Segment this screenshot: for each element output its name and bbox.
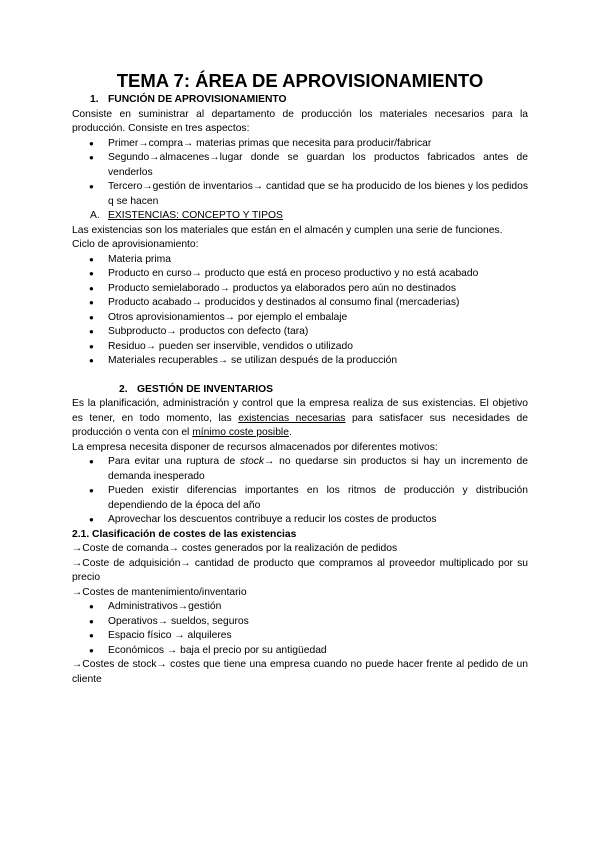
list-item: ● Residuo→ pueden ser inservible, vendidos o utilizado [72, 340, 528, 355]
list-item: ● Materiales recuperables→ se utilizan después de la producción [72, 354, 528, 369]
ciclo-label: Ciclo de aprovisionamiento: [72, 239, 199, 250]
list-item-text: Para evitar una ruptura de [108, 456, 241, 467]
paragraph-text: . [288, 427, 292, 438]
subsection-2-1-number: 2.1 [72, 528, 87, 540]
section-1-heading [90, 93, 528, 108]
motivos-list [72, 455, 528, 528]
cost-line: →Coste de comanda→ costes generados por la realización de pedidos [72, 543, 398, 554]
motivos-intro: La empresa necesita disponer de recursos almacenados por diferentes motivos: [72, 441, 438, 453]
cost-line: →Costes de mantenimiento/inventario [72, 586, 247, 598]
section-1-bullets [72, 137, 528, 210]
section-1-intro: Consiste en suministrar al departamento de producción los materiales necesarios para la producción. Consiste en tres aspectos: [72, 108, 528, 134]
list-item: ● Producto en curso→ producto que está en proceso productivo y no está acabado [72, 267, 528, 282]
list-item: ● Aprovechar los descuentos contribuye a reducir los costes de productos [72, 513, 528, 528]
list-item: ● Económicos → baja el precio por su antigüedad [72, 644, 528, 659]
underlined-text: mínimo coste posible [192, 427, 289, 438]
section-1-title: FUNCIÓN DE APROVISIONAMIENTO [108, 94, 287, 105]
subsection-2-1-title: . Clasificación de costes de las existencias [86, 528, 297, 540]
list-item: ● Subproducto→ productos con defecto (tara) [72, 325, 528, 340]
cost-line: →Coste de adquisición→ cantidad de producto que compramos al proveedor multiplicado por su precio [72, 557, 528, 583]
section-2-paragraph [72, 397, 528, 441]
cost-line: →Costes de stock→ costes que tiene una empresa cuando no puede hacer frente al pedido de un cliente [72, 659, 528, 685]
page-title: TEMA 7: ÁREA DE APROVISIONAMIENTO [116, 70, 484, 91]
paragraph-text: para satisfacer sus necesidades de producción o venta con el [72, 412, 528, 438]
list-item: ● Tercero→gestión de inventarios→ cantidad que se ha producido de los bienes y los pedidos q se hacen [72, 180, 528, 209]
document-page [72, 70, 528, 687]
subsection-a-title: EXISTENCIAS: CONCEPTO Y TIPOS [108, 210, 283, 221]
list-item: ● Pueden existir diferencias importantes en los ritmos de producción y distribución dependiendo de la época del año [72, 484, 528, 513]
underlined-text: existencias necesarias [238, 412, 346, 424]
existencias-definition: Las existencias son los materiales que están en el almacén y cumplen una serie de funciones. [72, 224, 503, 236]
list-item: ● Segundo→almacenes→lugar donde se guardan los productos fabricados antes de venderlos [72, 151, 528, 180]
section-2-title: GESTIÓN DE INVENTARIOS [137, 383, 273, 395]
mantenimiento-list [72, 600, 528, 658]
list-item: ● Administrativos→gestión [72, 600, 528, 615]
list-item [72, 455, 528, 484]
list-item: ● Otros aprovisionamientos→ por ejemplo el embalaje [72, 311, 528, 326]
subsection-2-1-heading [72, 528, 528, 543]
list-item-text: → no quedarse sin productos si hay un incremento de demanda inesperado [108, 456, 528, 482]
list-item: ● Producto acabado→ producidos y destinados al consumo final (mercaderias) [72, 296, 528, 311]
ciclo-list [72, 253, 528, 369]
paragraph-text: Es la planificación, administración y control que la empresa realiza de sus existencias. El objetivo es tener, en todo momento, las [72, 398, 528, 424]
section-1-number: 1. [90, 94, 99, 105]
list-item: ● Operativos→ sueldos, seguros [72, 615, 528, 630]
subsection-a-letter: A. [90, 210, 100, 221]
list-item: ● Materia prima [72, 253, 528, 268]
section-2-heading [119, 383, 528, 398]
list-item: ● Espacio físico → alquileres [72, 629, 528, 644]
italic-text: stock [240, 456, 265, 467]
section-2-number: 2. [119, 383, 128, 395]
list-item: ● Producto semielaborado→ productos ya elaborados pero aún no destinados [72, 282, 528, 297]
list-item: ● Primer→compra→ materias primas que necesita para producir/fabricar [72, 137, 528, 152]
subsection-a-heading [90, 209, 528, 224]
